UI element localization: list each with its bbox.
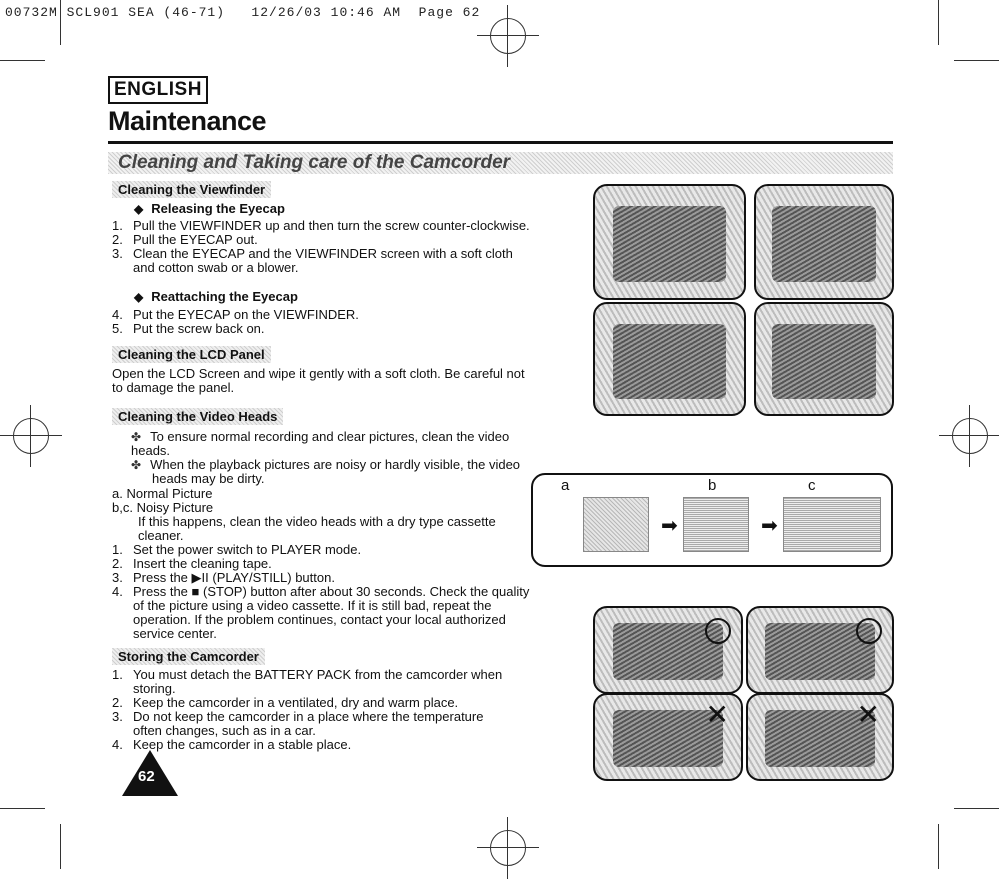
viewfinder-photo-2 — [754, 184, 894, 300]
page-number: 62 — [138, 768, 155, 785]
print-header: 00732M SCL901 SEA (46-71) 12/26/03 10:46 AM Page 62 — [5, 5, 481, 20]
cross-ng-icon: ✕ — [705, 699, 729, 730]
viewfinder-photo-4 — [754, 302, 894, 416]
reattaching-steps — [112, 308, 542, 336]
circle-ok-icon — [856, 618, 882, 644]
list-item: ✤ When the playback pictures are noisy or hardly visible, the video heads may be dirty. — [131, 457, 521, 486]
figure-label-b: b — [708, 477, 717, 494]
releasing-heading: ◆ Releasing the Eyecap — [134, 201, 285, 216]
section-banner — [108, 152, 893, 174]
normal-picture-label: a. Normal Picture — [112, 486, 213, 501]
registration-mark-right — [952, 418, 988, 454]
right-arrow-icon: ➡ — [761, 515, 778, 537]
video-heads-steps — [112, 543, 530, 641]
storing-steps — [112, 668, 542, 752]
video-heads-section — [112, 408, 283, 426]
registration-mark-left — [13, 418, 49, 454]
noisy-picture-label: b,c. Noisy Picture — [112, 500, 214, 515]
list-item: 2. Pull the EYECAP out. — [112, 232, 258, 247]
list-item: ✤ To ensure normal recording and clear pictures, clean the video heads. — [131, 429, 510, 458]
list-item: 4. Press the ■ (STOP) button after about 30 seconds. Check the quality of the picture using a video cassette. If it is still bad, repeat the operation. If the problem continues, contact your local authorized service center. — [112, 584, 530, 641]
normal-picture-screen — [583, 497, 649, 552]
list-item: 3. Press the ▶II (PLAY/STILL) button. — [112, 570, 335, 585]
video-heads-bullets — [131, 430, 541, 486]
page-number-badge — [122, 750, 178, 796]
page-title: Maintenance — [108, 106, 267, 136]
list-item: 4. Put the EYECAP on the VIEWFINDER. — [112, 307, 359, 322]
video-heads-figure — [531, 473, 893, 567]
viewfinder-section — [112, 181, 271, 199]
releasing-steps — [112, 219, 542, 275]
right-arrow-icon: ➡ — [661, 515, 678, 537]
figure-label-a: a — [561, 477, 570, 494]
video-heads-heading: Cleaning the Video Heads — [112, 408, 283, 425]
language-label: ENGLISH — [108, 76, 208, 104]
section-title: Cleaning and Taking care of the Camcorder — [118, 152, 511, 173]
storing-photo-3 — [593, 693, 743, 781]
diamond-bullet-icon: ◆ — [134, 202, 144, 216]
lcd-heading: Cleaning the LCD Panel — [112, 346, 271, 363]
list-item: 2. Insert the cleaning tape. — [112, 556, 272, 571]
list-item: 1. Set the power switch to PLAYER mode. — [112, 542, 362, 557]
noisy-picture-screen-b — [683, 497, 749, 552]
viewfinder-photo-1 — [593, 184, 746, 300]
storing-photo-2 — [746, 606, 894, 694]
picture-labels — [112, 487, 542, 543]
storing-section — [112, 648, 265, 666]
reattaching-heading: ◆ Reattaching the Eyecap — [134, 289, 298, 304]
registration-mark-top — [490, 18, 526, 54]
list-item: 1. You must detach the BATTERY PACK from the camcorder when storing. — [112, 667, 503, 696]
lcd-section — [112, 346, 271, 364]
list-item: 2. Keep the camcorder in a ventilated, dry and warm place. — [112, 695, 459, 710]
diamond-bullet-icon: ◆ — [134, 290, 144, 304]
list-item: 5. Put the screw back on. — [112, 321, 265, 336]
figure-label-c: c — [808, 477, 816, 494]
list-item: 3. Clean the EYECAP and the VIEWFINDER screen with a soft cloth and cotton swab or a blower. — [112, 246, 513, 275]
list-item: 4. Keep the camcorder in a stable place. — [112, 737, 352, 752]
circle-ok-icon — [705, 618, 731, 644]
clover-bullet-icon: ✤ — [131, 458, 142, 472]
lcd-text: Open the LCD Screen and wipe it gently with a soft cloth. Be careful not to damage the panel. — [112, 366, 525, 395]
storing-heading: Storing the Camcorder — [112, 648, 265, 665]
viewfinder-heading: Cleaning the Viewfinder — [112, 181, 271, 198]
storing-photo-1 — [593, 606, 743, 694]
title-rule — [108, 141, 893, 144]
cross-ng-icon: ✕ — [856, 699, 880, 730]
storing-photo-4 — [746, 693, 894, 781]
clover-bullet-icon: ✤ — [131, 430, 142, 444]
list-item: 3. Do not keep the camcorder in a place where the temperature often changes, such as in a car. — [112, 709, 484, 738]
noisy-picture-screen-c — [783, 497, 881, 552]
viewfinder-photo-3 — [593, 302, 746, 416]
noisy-note: If this happens, clean the video heads with a dry type cassette cleaner. — [138, 514, 496, 543]
list-item: 1. Pull the VIEWFINDER up and then turn the screw counter-clockwise. — [112, 218, 530, 233]
registration-mark-bottom — [490, 830, 526, 866]
